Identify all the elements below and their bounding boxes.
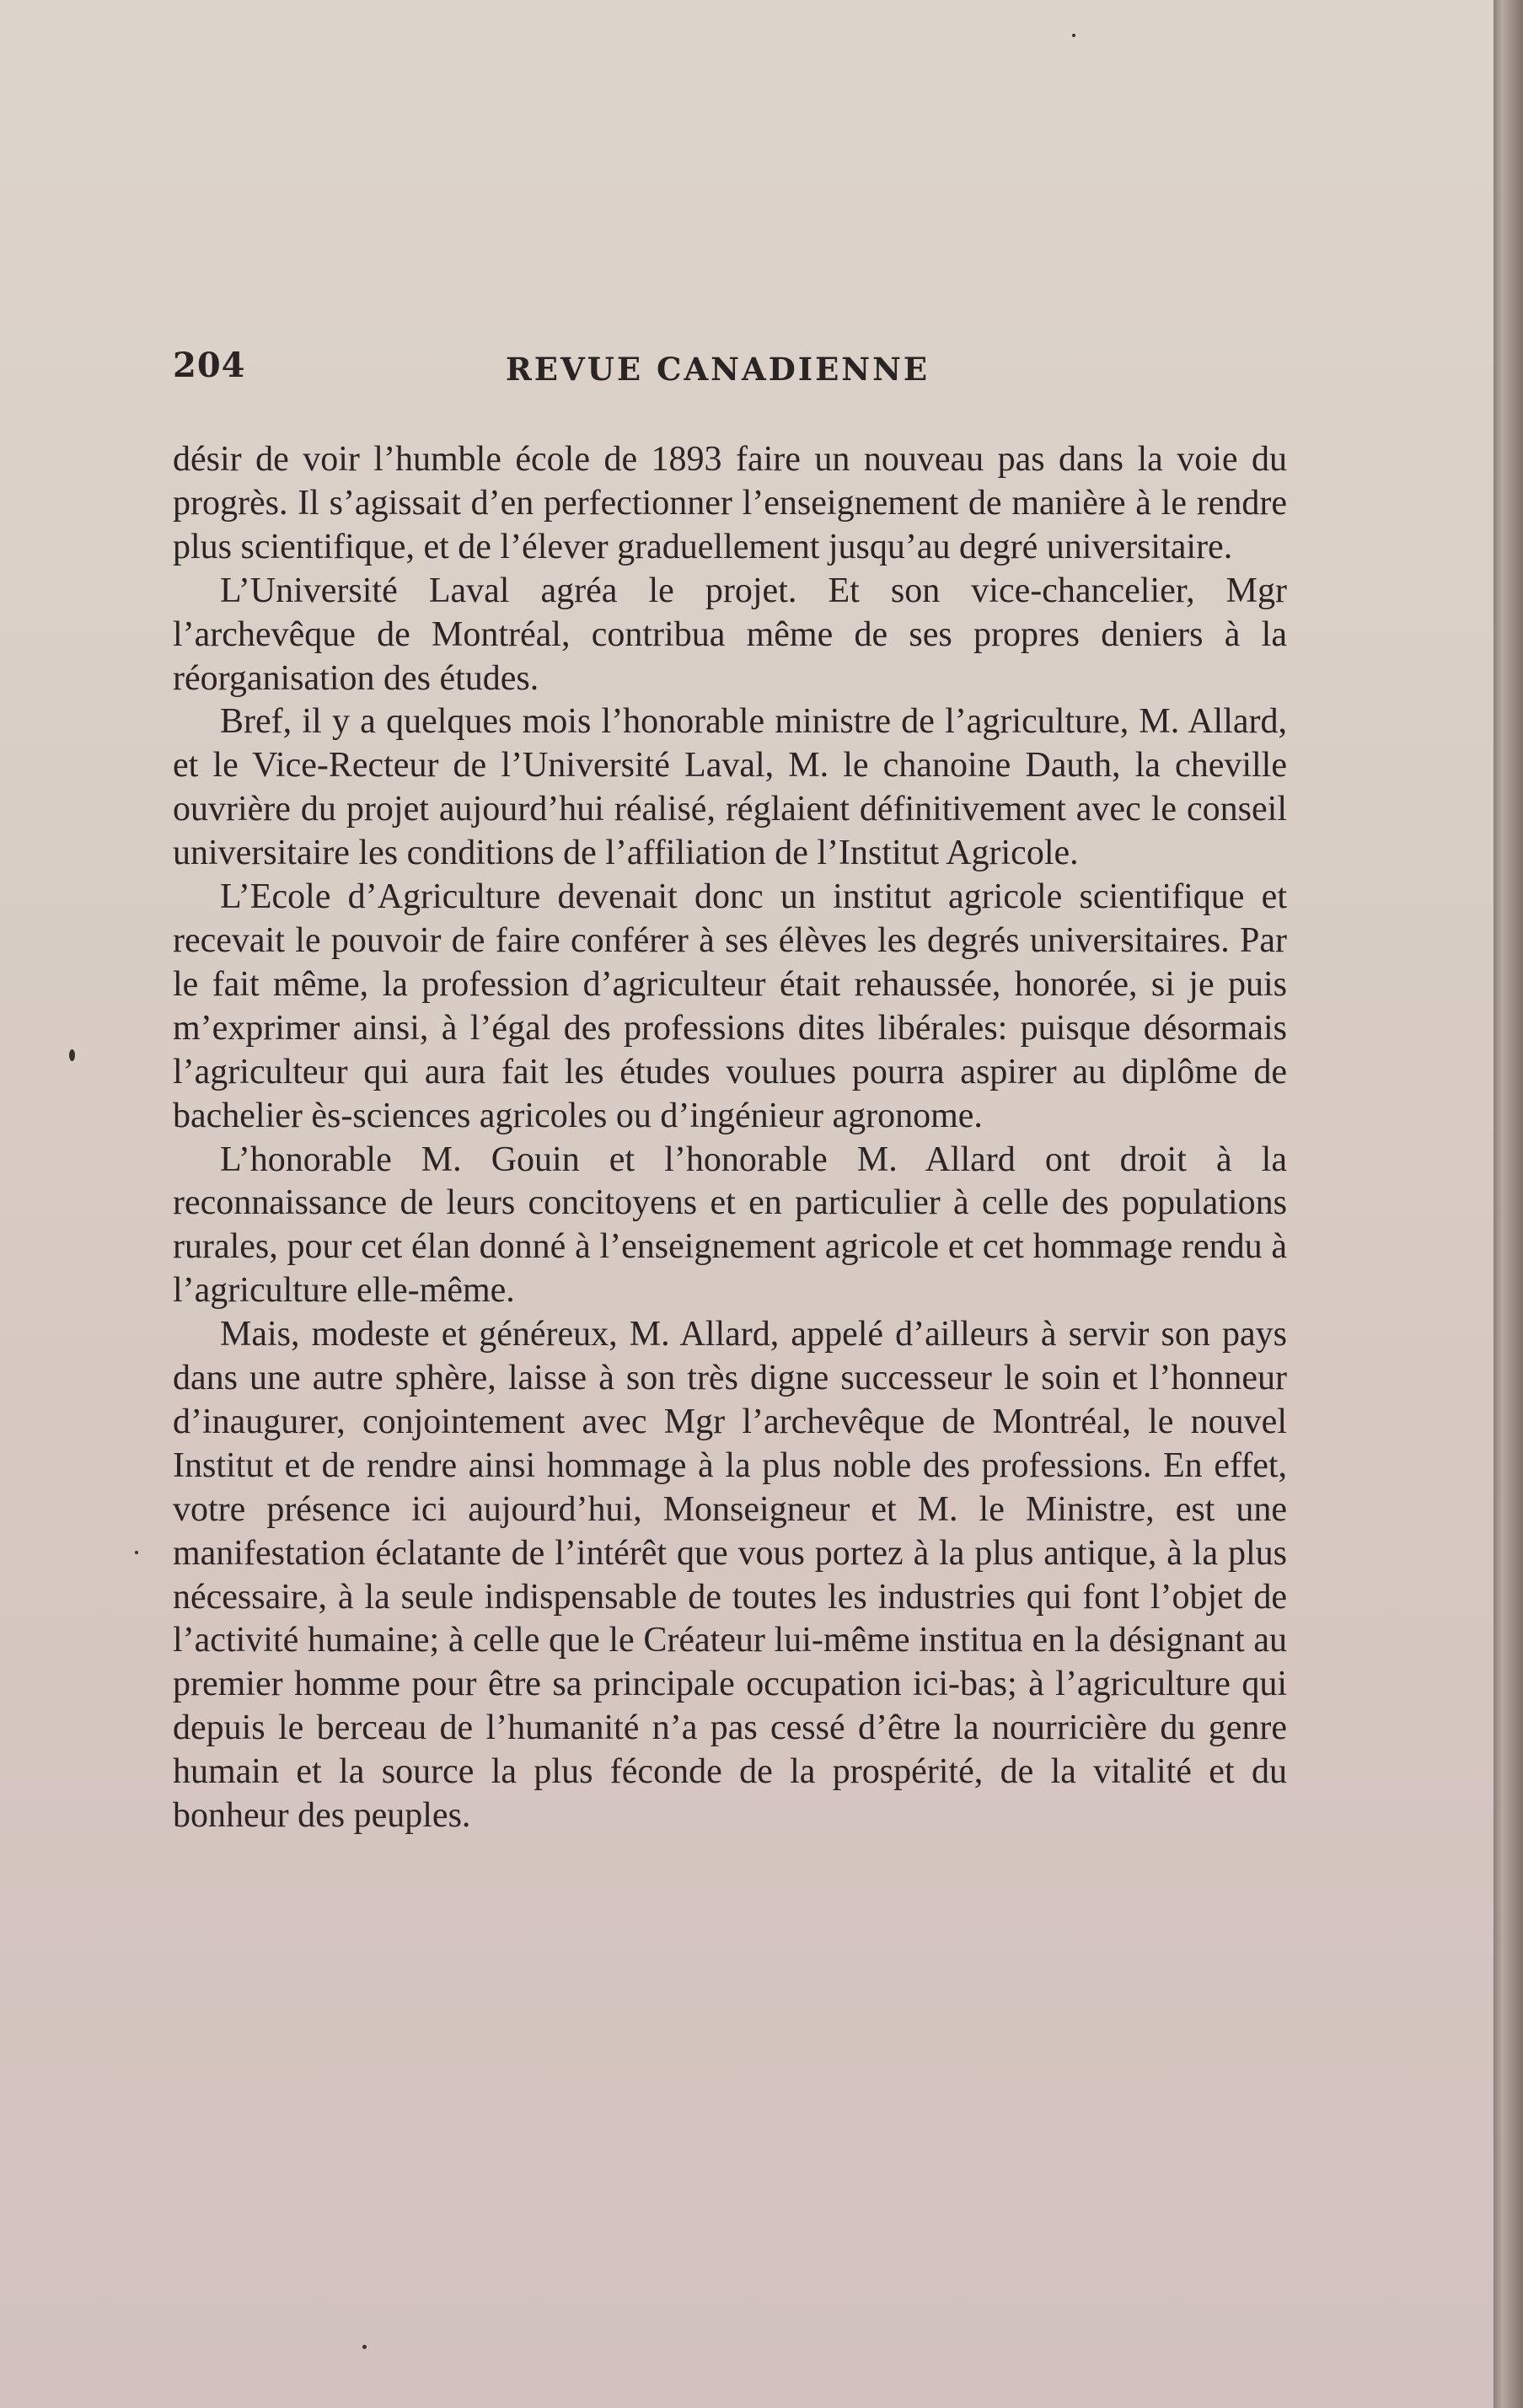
ink-speck bbox=[69, 1049, 75, 1061]
ink-speck bbox=[1072, 34, 1075, 37]
running-title: REVUE CANADIENNE bbox=[506, 351, 930, 388]
paragraph-5: L’honorable M. Gouin et l’honorable M. Allard ont droit à la reconnaissance de leurs concitoyens et en particulier à celle des populations rurales, pour cet élan donné à l’enseignement agricole et cet hommage rendu à l’agriculture elle-même. bbox=[173, 1140, 1287, 1311]
ink-speck bbox=[362, 2345, 367, 2349]
paragraph-2: L’Université Laval agréa le projet. Et son vice-chancelier, Mgr l’archevêque de Montréal, contribua même de ses propres deniers à la réorganisation des études. bbox=[173, 571, 1287, 698]
paragraph-6: Mais, modeste et généreux, M. Allard, appelé d’ailleurs à servir son pays dans une autre sphère, laisse à son très digne successeur le soin et l’honneur d’inaugurer, conjointement avec Mgr l’archevêque de Montréal, le nouvel Institut et de rendre ainsi hommage à la plus noble des professions. En effet, votre présence ici aujourd’hui, Monseigneur et M. le Ministre, est une manifestation éclatante de l’intérêt que vous portez à la plus antique, à la plus nécessaire, à la seule indispensable de toutes les industries qui font l’objet de l’activité humaine; à celle que le Créateur lui-même institua en la désignant au premier homme pour être sa principale occupation ici-bas; à l’agriculture qui depuis le berceau de l’humanité n’a pas cessé d’être la nourricière du genre humain et la source la plus féconde de la prospérité, de la vitalité et du bonheur des peuples. bbox=[173, 1315, 1287, 1836]
page-edge bbox=[1494, 0, 1523, 2408]
ink-speck bbox=[135, 1551, 138, 1554]
paragraph-4: L’Ecole d’Agriculture devenait donc un institut agricole scientifique et recevait le pouvoir de faire conférer à ses élèves les degrés universitaires. Par le fait même, la profession d’agriculteur était rehaussée, honorée, si je puis m’exprimer ainsi, à l’égal des professions dites libérales: puisque désormais l’agriculteur qui aura fait les études voulues pourra aspirer au diplôme de bachelier ès-sciences agricoles ou d’ingénieur agronome. bbox=[173, 877, 1287, 1135]
paragraph-3: Bref, il y a quelques mois l’honorable ministre de l’agriculture, M. Allard, et le Vice-Recteur de l’Université Laval, M. le chanoine Dauth, la cheville ouvrière du projet aujourd’hui réalisé, réglaient définitivement avec le conseil universitaire les conditions de l’affiliation de l’Institut Agricole. bbox=[173, 702, 1287, 873]
paragraph-1: désir de voir l’humble école de 1893 faire un nouveau pas dans la voie du progrès. Il s’agissait d’en perfectionner l’enseignement de manière à le rendre plus scientifique, et de l’élever graduellement jusqu’au degré universitaire. bbox=[173, 440, 1287, 566]
page-header bbox=[173, 339, 1319, 398]
page-number: 204 bbox=[173, 346, 246, 385]
body-text bbox=[173, 438, 1287, 1838]
